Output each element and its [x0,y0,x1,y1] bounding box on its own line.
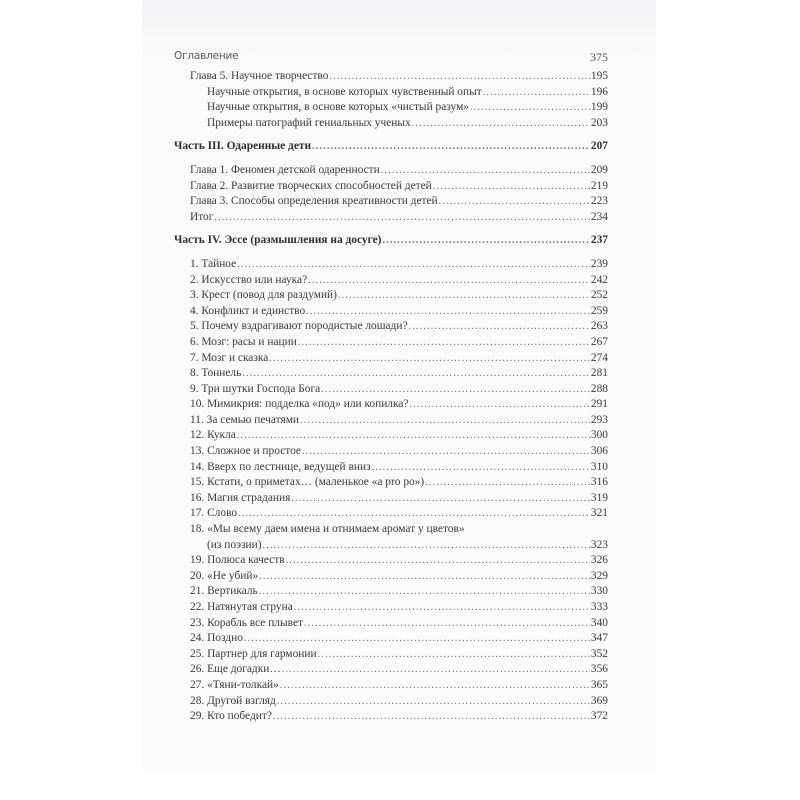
toc-entry-page: 340 [590,616,608,629]
toc-entry-page: 329 [590,569,608,582]
leader-dots [412,116,590,132]
leader-dots [470,100,590,116]
toc-entry-title: 19. Полюса качеств [190,554,285,567]
leader-dots [425,475,590,491]
toc-entry-title: 16. Магия страдания [190,491,291,504]
toc-entry-essay-line2 [174,538,608,554]
leader-dots [439,194,590,210]
leader-dots [372,460,590,476]
toc-entry-page: 310 [590,460,608,473]
toc-entry-title: 7. Мозг и сказка [190,351,269,364]
toc-entry-page: 288 [590,382,608,395]
leader-dots [381,163,590,179]
toc-entry-chapter [174,179,608,195]
toc-entry-essay [174,366,608,382]
toc-entry-page: 223 [590,195,608,208]
toc-entry-essay [174,694,608,710]
leader-dots [244,631,590,647]
leader-dots [280,678,590,694]
toc-entry-page: 219 [590,179,608,192]
toc-entry-essay [174,553,608,569]
leader-dots [382,233,589,249]
toc-entry-page: 291 [590,398,608,411]
leader-dots [291,491,590,507]
leader-dots [308,273,590,289]
toc-entry-page: 209 [590,163,608,176]
leader-dots [306,304,590,320]
leader-dots [329,69,589,85]
toc-entry-page: 237 [590,234,608,247]
toc-entry-essay [174,444,608,460]
toc-entry-page: 356 [590,663,608,676]
toc-entry-essay [174,569,608,585]
leader-dots [238,506,590,522]
toc-entry-page: 326 [590,554,608,567]
toc-entry-page: 242 [590,273,608,286]
toc-entry-title: 22. Натянутая струна [190,601,293,613]
toc-entry-part [174,233,608,249]
page-number: 375 [590,50,608,64]
leader-dots [237,428,590,444]
toc-entry-title: 12. Кукла [190,429,236,442]
toc-entry-title: Глава 3. Способы определения креативности детей [190,195,438,208]
toc-entry-chapter [174,210,608,226]
toc-entry-page: 267 [590,335,608,348]
leader-dots [269,351,590,367]
leader-dots [214,210,589,226]
toc-entry-chapter [174,163,608,179]
toc-entry-title: Глава 2. Развитие творческих способностей детей [190,179,432,192]
toc-entry-essay [174,678,608,694]
toc-entry-title: 25. Партнер для гармонии [190,647,317,660]
toc-entry-page: 316 [590,476,608,489]
toc-entry-title: 6. Мозг: расы и нации [190,335,297,348]
leader-dots [338,288,590,304]
leader-dots [409,397,589,413]
toc-entry-essay [174,428,608,444]
leader-dots [259,584,590,600]
toc-entry-title: 10. Мимикрия: подделка «под» или копилка? [190,398,409,411]
toc-entry-title: 3. Крест (повод для раздумий) [190,289,337,302]
toc-entry-page: 263 [590,320,608,333]
toc-entry-page: 234 [590,210,608,223]
toc-entry-title: Глава 1. Феномен детской одаренности [190,163,380,176]
toc-entry-page: 369 [590,694,608,707]
toc-entry-essay [174,600,608,616]
toc-entry-essay [174,304,608,320]
toc-entry-page: 333 [590,601,608,613]
toc-entry-title: Часть IV. Эссе (размышления на досуге) [174,234,382,247]
toc-entry-essay [174,584,608,600]
toc-entry-essay [174,319,608,335]
toc-entry-page: 347 [590,632,608,645]
toc-entry-essay [174,335,608,351]
leader-dots [263,538,590,554]
toc-entry-part [174,139,608,155]
toc-entry-title: 18. «Мы всему даем имена и отнимаем аромат у цветов» [190,523,465,536]
toc-entry-essay [174,413,608,429]
toc-entry-title: 26. Еще догадки… [190,663,281,676]
toc-entry-title: 14. Вверх по лестнице, ведущей вниз [190,460,371,473]
toc-entry-essay [174,460,608,476]
toc-entry-title: 23. Корабль все плывет [190,616,303,629]
toc-entry-page: 252 [590,289,608,302]
essay-list [174,257,608,725]
toc-entry-chapter [174,194,608,210]
toc-entry-essay [174,662,608,678]
leader-dots [318,647,590,663]
toc-entry-page: 293 [590,413,608,426]
running-head-title: Оглавление [174,50,239,62]
leader-dots [237,257,590,273]
toc-entry-essay [174,647,608,663]
toc-entry-section [174,100,608,116]
toc-entry-title: 2. Искусство или наука? [190,273,308,286]
toc-entry-page: 319 [590,491,608,504]
toc-entry-section [174,116,608,132]
leader-dots [294,600,590,616]
toc-entry-essay [174,288,608,304]
toc-entry-title: 24. Поздно [190,632,243,645]
toc-entry-essay [174,506,608,522]
toc-entry-title: 13. Сложное и простое [190,445,301,458]
running-head [174,50,608,66]
toc-entry-title: Научные открытия, в основе которых чувственный опыт [207,85,482,98]
toc-entry-title: 4. Конфликт и единство [190,304,306,317]
leader-dots [273,709,590,725]
toc-entry-page: 323 [590,538,608,551]
toc-entry-page: 365 [590,678,608,691]
toc-entry-title: 9. Три шутки Господа Бога [190,382,321,395]
toc-entry-title: Итог [190,210,214,223]
leader-dots [321,382,590,398]
toc-entry-title-continued: (из поэзии) [207,538,262,551]
toc-entry-section [174,85,608,101]
toc-entry-essay [174,631,608,647]
toc-entry-page: 330 [590,585,608,598]
toc-entry-page: 372 [590,710,608,723]
toc-entry-page: 196 [590,85,608,98]
toc-entry-page: 195 [590,70,608,82]
toc-entry-title: 8. Тоннель [190,367,242,380]
toc-entry-chapter [174,69,608,85]
leader-dots [312,139,590,155]
toc-entry-title: 17. Слово [190,507,238,520]
toc-entry-title: 15. Кстати, о приметах… (маленькое «a pro po») [190,476,425,489]
toc-entry-title: 29. Кто победит? [190,710,272,723]
toc-entry-page: 352 [590,647,608,660]
leader-dots [282,662,590,678]
toc-entry-title: 20. «Не убий» [190,569,259,582]
leader-dots [304,616,590,632]
toc-entry-page: 199 [590,101,608,114]
toc-entry-title: 21. Вертикаль [190,585,258,598]
toc-entry-page: 259 [590,304,608,317]
toc-entry-page: 207 [590,140,608,153]
toc-entry-title: 1. Тайное [190,257,237,270]
toc-entry-essay [174,257,608,273]
toc-entry-essay [174,709,608,725]
toc-entry-title: 28. Другой взгляд [190,694,276,707]
leader-dots [300,413,590,429]
leader-dots [433,179,590,195]
leader-dots [286,553,590,569]
leader-dots [277,694,590,710]
toc-entry-title: Глава 5. Научное творчество [190,70,329,82]
leader-dots [298,335,590,351]
toc-entry-page: 300 [590,429,608,442]
toc-entry-essay [174,273,608,289]
toc-entry-title: 11. За семью печатями [190,413,300,426]
toc-entry-essay [174,475,608,491]
toc-entry-page: 321 [590,507,608,520]
toc-entry-essay-line1 [174,522,608,538]
toc-entry-page: 274 [590,351,608,364]
toc-entry-title: 27. «Тяни-толкай» [190,678,279,691]
toc-entry-page: 281 [590,367,608,380]
leader-dots [259,569,590,585]
toc-entry-essay [174,491,608,507]
toc-entry-page: 239 [590,257,608,270]
toc-entry-essay [174,382,608,398]
leader-dots [483,85,590,101]
toc-entry-page: 306 [590,445,608,458]
toc-entry-title: Научные открытия, в основе которых «чистый разум» [207,101,469,114]
toc-entry-title: Примеры патографий гениальных ученых [207,116,411,129]
leader-dots [242,366,590,382]
toc-entry-title: Часть III. Одаренные дети [174,140,312,153]
leader-dots [409,319,590,335]
leader-dots [302,444,590,460]
toc-entry-page: 203 [590,116,608,129]
toc-entry-essay [174,397,608,413]
toc-entry-title: 5. Почему вздрагивают породистые лошади? [190,320,408,333]
toc-entry-essay [174,616,608,632]
table-of-contents [174,69,608,725]
toc-entry-essay [174,351,608,367]
